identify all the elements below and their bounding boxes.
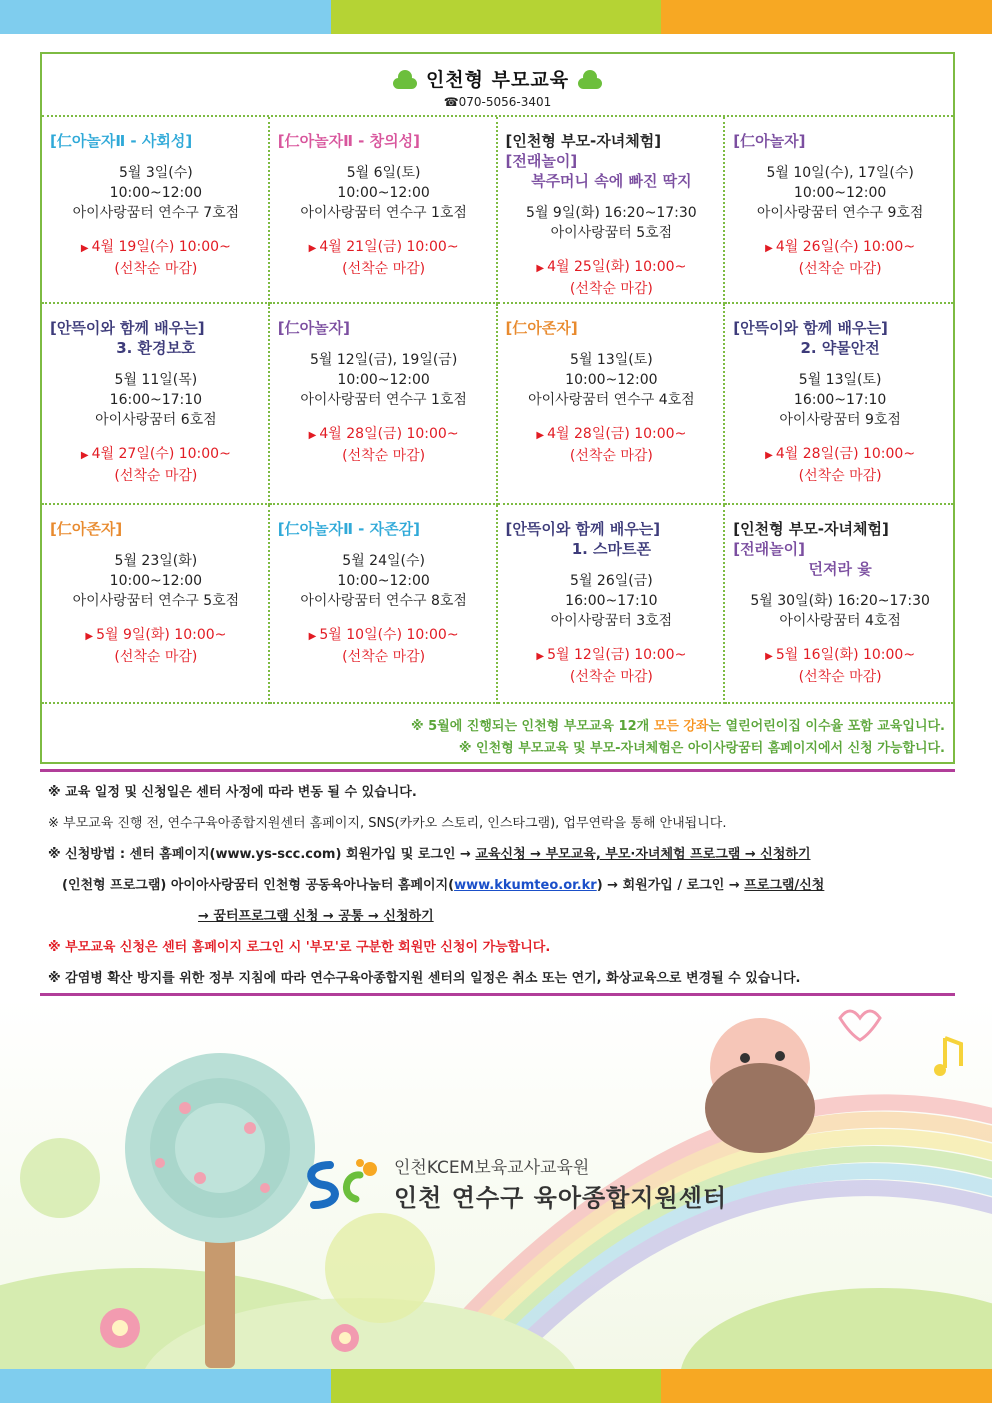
triangle-bullet-icon: ▶ [536,430,545,441]
session-place: 아이사랑꿈터 연수구 1호점 [300,392,467,408]
session-subtitle: 2. 약물안전 [800,339,880,357]
session-time: 10:00~12:00 [337,573,430,589]
session-info [733,163,947,223]
session-category: [인천형 부모-자녀체험] [733,520,889,538]
apply-note: (선착순 마감) [569,669,653,685]
session-info [506,350,718,410]
session-apply [278,424,490,466]
session-cell [270,505,498,704]
session-subtitle: 던져라 윷 [808,560,872,578]
apply-start: 4월 19일(수) 10:00~ [91,239,231,255]
session-place: 아이사랑꿈터 3호점 [550,613,673,629]
session-date: 5월 3일(수) [118,165,193,181]
session-place: 아이사랑꿈터 연수구 1호점 [300,205,467,221]
apply-note: (선착순 마감) [114,649,198,665]
apply-note: (선착순 마감) [342,448,426,464]
session-time: 10:00~12:00 [109,185,203,201]
session-date: 5월 9일(화) 16:20~17:30 [526,205,697,221]
session-apply [50,444,262,486]
session-cell [725,117,953,304]
session-date: 5월 13일(토) [570,352,653,368]
apply-note: (선착순 마감) [342,261,426,277]
session-cell [498,304,726,505]
session-category-2: [전래놀이] [733,540,805,558]
session-place: 아이사랑꿈터 연수구 4호점 [528,392,695,408]
session-date: 5월 26일(금) [570,573,653,589]
session-apply [733,645,947,687]
card-notes [42,704,953,760]
session-place: 아이사랑꿈터 연수구 9호점 [756,205,924,221]
session-time: 10:00~12:00 [337,372,430,388]
divider [40,993,955,996]
session-date: 5월 12일(금), 19일(금) [309,352,458,368]
bottom-color-stripe [0,1369,992,1403]
apply-note: (선착순 마감) [798,468,882,484]
session-category: [안뜩이와 함께 배우는] [505,520,661,538]
program-schedule-card [40,52,955,764]
apply-start: 4월 27일(수) 10:00~ [91,446,231,462]
session-cell [42,117,270,304]
session-time: 16:00~17:10 [109,392,203,408]
session-time: 10:00~12:00 [793,185,887,201]
session-cell [498,505,726,704]
session-info [278,551,490,611]
notice-apply-method: ※ 신청방법 : 센터 홈페이지(www.ys-scc.com) 회원가입 및 로그인 → 교육신청 → 부모교육, 부모·자녀체험 프로그램 → 신청하기 [48,847,811,862]
session-place: 아이사랑꿈터 연수구 8호점 [300,593,467,609]
session-date: 5월 30일(화) 16:20~17:30 [750,593,930,609]
session-cell [270,304,498,505]
apply-note: (선착순 마감) [798,261,882,277]
card-note-2: ※ 인천형 부모교육 및 부모-자녀체험은 아이사랑꿈터 홈페이지에서 신청 가능합니다. [458,741,945,756]
apply-start: 5월 9일(화) 10:00~ [96,627,227,643]
session-category: [仁아존자] [505,319,578,337]
session-subtitle: 3. 환경보호 [116,339,196,357]
triangle-bullet-icon: ▶ [80,450,89,461]
card-note-1: ※ 5월에 진행되는 인천형 부모교육 12개 모든 강좌는 열린어린이집 이수율 포함 교육입니다. [410,719,945,734]
notice-parent-only: ※ 부모교육 신청은 센터 홈페이지 로그인 시 '부모'로 구분한 회원만 신청이 가능합니다. [48,940,551,955]
session-place: 아이사랑꿈터 4호점 [779,613,901,629]
apply-note: (선착순 마감) [569,281,653,297]
top-color-stripe [0,0,992,34]
apply-note: (선착순 마감) [114,261,198,277]
session-place: 아이사랑꿈터 연수구 5호점 [72,593,240,609]
session-category: [仁아놀자] [277,319,350,337]
apply-note: (선착순 마감) [569,448,653,464]
session-info [278,350,490,410]
session-place: 아이사랑꿈터 9호점 [779,412,901,428]
apply-start: 4월 21일(금) 10:00~ [319,239,459,255]
session-apply [733,237,947,279]
apply-start: 4월 25일(화) 10:00~ [547,259,687,275]
program-apply-link[interactable]: 프로그램/신청 [744,878,825,893]
apply-start: 5월 16일(화) 10:00~ [775,647,916,663]
notice-incheon-apply-2: → 꿈터프로그램 신청 → 공통 → 신청하기 [198,909,434,924]
session-time: 10:00~12:00 [565,372,658,388]
apply-start: 5월 10일(수) 10:00~ [319,627,459,643]
notice-list [48,777,948,994]
session-cell [725,304,953,505]
session-cell [270,117,498,304]
apply-start: 4월 28일(금) 10:00~ [775,446,916,462]
session-place: 아이사랑꿈터 6호점 [95,412,217,428]
session-date: 5월 11일(목) [114,372,198,388]
session-cell [42,505,270,704]
scc-logo-icon [300,1155,384,1211]
org-name-1: 인천KCEM보육교사교육원 [394,1158,590,1178]
apply-start: 5월 12일(금) 10:00~ [547,647,687,663]
triangle-bullet-icon: ▶ [536,651,545,662]
apply-note: (선착순 마감) [798,669,882,685]
session-info [278,163,490,223]
session-time: 16:00~17:10 [793,392,887,408]
center-logo [300,1153,727,1213]
notice-incheon-apply: (인천형 프로그램) 아이아사랑꿈터 인천형 공동육아나눔터 홈페이지(www.kkumteo.or.kr) → 회원가입 / 로그인 → 프로그램/신청 [62,878,825,893]
illustration-scene [0,998,992,1369]
apply-path-link[interactable]: 교육신청 → 부모교육, 부모·자녀체험 프로그램 → 신청하기 [475,847,811,862]
session-date: 5월 6일(토) [346,165,421,181]
session-category: [인천형 부모-자녀체험] [505,132,662,150]
apply-note: (선착순 마감) [114,468,198,484]
session-place: 아이사랑꿈터 연수구 7호점 [72,205,240,221]
session-info [506,203,718,243]
notice-covid: ※ 감염병 확산 방지를 위한 정부 지침에 따라 연수구육아종합지원 센터의 일정은 취소 또는 연기, 화상교육으로 변경될 수 있습니다. [48,971,801,986]
session-grid [42,117,953,704]
triangle-bullet-icon: ▶ [80,243,89,254]
session-apply [733,444,947,486]
session-cell [42,304,270,505]
triangle-bullet-icon: ▶ [765,450,773,461]
session-category: [안뜩이와 함께 배우는] [733,319,888,337]
session-subtitle: 1. 스마트폰 [571,540,652,558]
session-category: [仁아놀자] [733,132,806,150]
session-cell [498,117,726,304]
notice-sns: ※ 부모교육 진행 전, 연수구육아종합지원센터 홈페이지, SNS(카카오 스토리, 인스타그램), 업무연락을 통해 안내됩니다. [48,816,727,831]
divider [40,769,955,772]
apply-start: 4월 28일(금) 10:00~ [547,426,687,442]
session-apply [506,645,718,687]
notice-schedule-change: ※ 교육 일정 및 신청일은 센터 사정에 따라 변동 될 수 있습니다. [48,785,417,800]
session-category: [仁아놀자Ⅱ - 사회성] [50,132,193,150]
triangle-bullet-icon: ▶ [308,430,317,441]
session-category: [仁아놀자Ⅱ - 자존감] [277,520,420,538]
session-apply [278,237,490,279]
session-apply [50,237,262,279]
apply-start: 4월 26일(수) 10:00~ [775,239,916,255]
session-category-2: [전래놀이] [505,152,578,170]
session-apply [50,625,262,667]
session-category: [仁아놀자Ⅱ - 창의성] [277,132,420,150]
session-info [506,571,718,631]
session-apply [278,625,490,667]
session-category: [仁아존자] [50,520,123,538]
session-date: 5월 23일(화) [114,553,198,569]
apply-start: 4월 28일(금) 10:00~ [319,426,459,442]
session-place: 아이사랑꿈터 5호점 [550,225,673,241]
session-date: 5월 24일(수) [342,553,425,569]
triangle-bullet-icon: ▶ [536,263,545,274]
card-header [42,54,953,117]
session-info [733,370,947,430]
session-time: 10:00~12:00 [109,573,203,589]
triangle-bullet-icon: ▶ [765,243,773,254]
triangle-bullet-icon: ▶ [308,631,317,642]
card-title [390,65,605,92]
card-title-text: 인천형 부모교육 [425,69,570,91]
cloud-icon [575,69,605,89]
session-apply [506,424,718,466]
session-info [50,163,262,223]
session-date: 5월 13일(토) [798,372,882,388]
session-info [733,591,947,631]
session-subtitle: 복주머니 속에 빠진 딱지 [531,172,692,190]
triangle-bullet-icon: ▶ [765,651,773,662]
session-info [50,551,262,611]
triangle-bullet-icon: ▶ [85,631,94,642]
session-category: [안뜩이와 함께 배우는] [50,319,205,337]
apply-note: (선착순 마감) [342,649,426,665]
triangle-bullet-icon: ▶ [308,243,317,254]
session-date: 5월 10일(수), 17일(수) [766,165,914,181]
session-time: 16:00~17:10 [565,593,658,609]
phone-number: ☎070-5056-3401 [443,94,552,109]
session-time: 10:00~12:00 [337,185,430,201]
session-apply [506,257,718,299]
session-info [50,370,262,430]
session-cell [725,505,953,704]
cloud-icon [390,69,420,89]
org-name-2: 인천 연수구 육아종합지원센터 [394,1184,728,1212]
kkumteo-link[interactable]: www.kkumteo.or.kr [454,878,597,893]
